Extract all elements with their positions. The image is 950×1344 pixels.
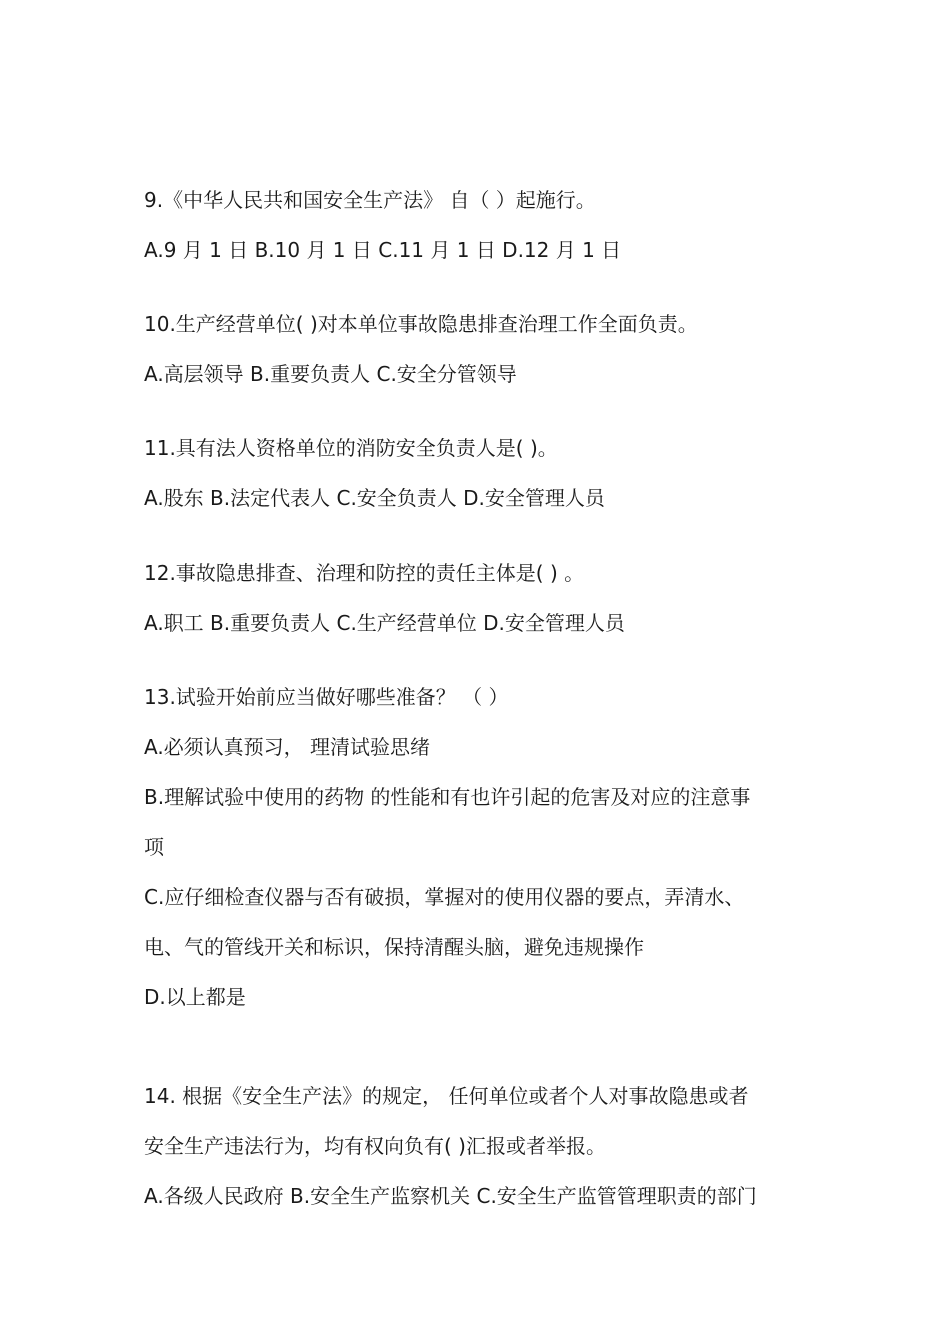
question-13-option-c: C.应仔细检查仪器与否有破损，掌握对的使用仪器的要点，弄清水、 [144,885,745,909]
question-11-stem: 11.具有法人资格单位的消防安全负责人是( )。 [144,436,558,460]
question-13-option-d: D.以上都是 [144,985,246,1009]
question-14-stem: 14. 根据《安全生产法》的规定， 任何单位或者个人对事故隐患或者 [144,1084,749,1108]
question-9-stem: 9.《中华人民共和国安全生产法》 自（ ）起施行。 [144,188,596,212]
document-page [144,0,814,1344]
question-12-stem: 12.事故隐患排查、治理和防控的责任主体是( ) 。 [144,561,585,585]
question-10-stem: 10.生产经营单位( )对本单位事故隐患排查治理工作全面负责。 [144,312,698,336]
question-14-stem-cont: 安全生产违法行为，均有权向负有( )汇报或者举报。 [144,1134,606,1158]
question-13-option-b-cont: 项 [144,835,164,859]
question-13-option-c-cont: 电、气的管线开关和标识，保持清醒头脑，避免违规操作 [144,935,644,959]
question-13-option-b: B.理解试验中使用的药物 的性能和有也许引起的危害及对应的注意事 [144,785,751,809]
question-14-options: A.各级人民政府 B.安全生产监察机关 C.安全生产监管管理职责的部门 [144,1184,757,1208]
question-13-stem: 13.试验开始前应当做好哪些准备？ （ ） [144,685,509,709]
question-13-option-a: A.必须认真预习， 理清试验思绪 [144,735,431,759]
question-9-options: A.9 月 1 日 B.10 月 1 日 C.11 月 1 日 D.12 月 1 日 [144,238,622,262]
question-10-options: A.高层领导 B.重要负责人 C.安全分管领导 [144,362,517,386]
question-12-options: A.职工 B.重要负责人 C.生产经营单位 D.安全管理人员 [144,611,625,635]
question-11-options: A.股东 B.法定代表人 C.安全负责人 D.安全管理人员 [144,486,605,510]
